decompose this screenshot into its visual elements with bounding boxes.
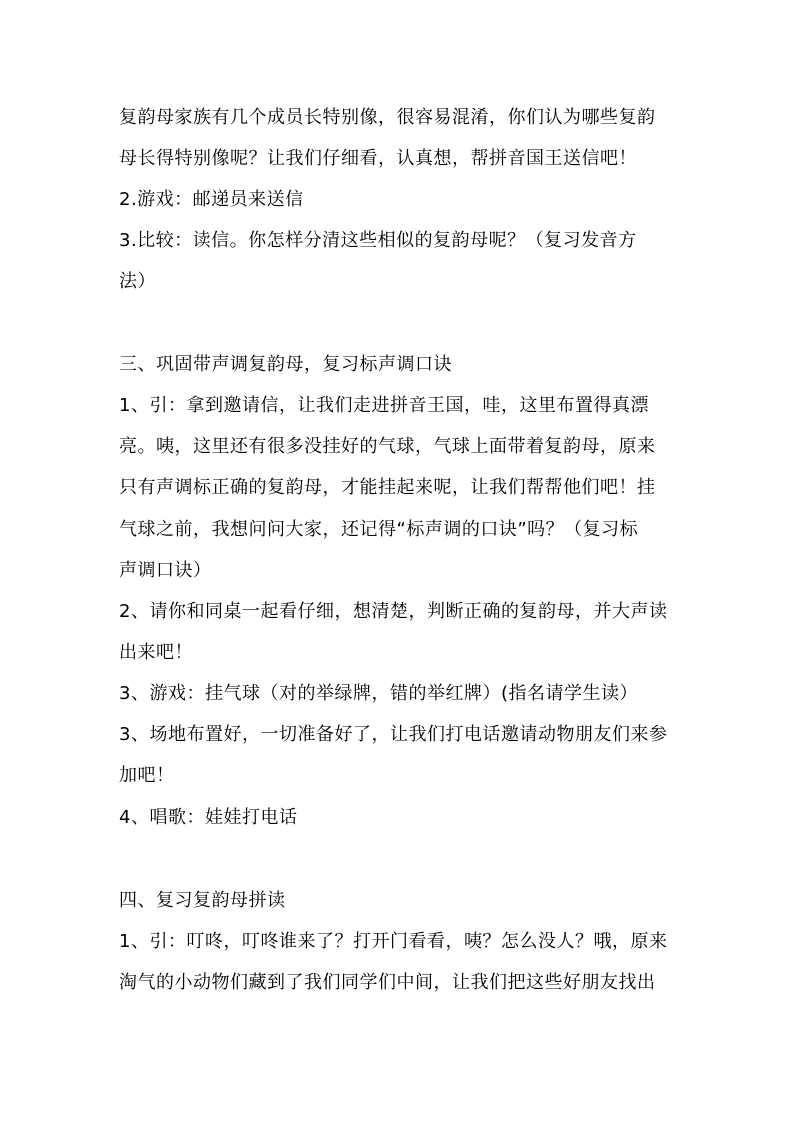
section-heading: 四、复习复韵母拼读 [119, 890, 286, 911]
paragraph-line: 只有声调标正确的复韵母，才能挂起来呢，让我们帮帮他们吧！挂 [119, 477, 656, 498]
paragraph-line: 淘气的小动物们藏到了我们同学们中间，让我们把这些好朋友找出 [119, 972, 656, 993]
list-item: 2、请你和同桌一起看仔细，想清楚，判断正确的复韵母，并大声读 [119, 601, 668, 622]
paragraph-line: 母长得特别像呢？让我们仔细看，认真想，帮拼音国王送信吧！ [119, 148, 637, 169]
paragraph-line: 气球之前，我想问问大家，还记得“标声调的口诀”吗？（复习标 [119, 519, 639, 540]
list-item: 1、引：拿到邀请信，让我们走进拼音王国，哇，这里布置得真漂 [119, 395, 649, 416]
list-item: 4、唱歌：娃娃打电话 [119, 807, 298, 828]
paragraph-line: 亮。咦，这里还有很多没挂好的气球，气球上面带着复韵母，原来 [119, 436, 656, 457]
paragraph-line: 加吧！ [119, 765, 175, 786]
list-item: 3.比较：读信。你怎样分清这些相似的复韵母呢？（复习发音方 [119, 230, 637, 251]
paragraph-line: 出来吧！ [119, 642, 193, 663]
section-heading: 三、巩固带声调复韵母，复习标声调口诀 [119, 354, 452, 375]
list-item: 2.游戏：邮递员来送信 [119, 189, 304, 210]
paragraph-line: 复韵母家族有几个成员长特别像，很容易混淆，你们认为哪些复韵 [119, 107, 656, 128]
list-item: 1、引：叮咚，叮咚谁来了？打开门看看，咦？怎么没人？哦，原来 [119, 931, 668, 952]
paragraph-line: 法） [119, 271, 156, 292]
list-item: 3、场地布置好，一切准备好了，让我们打电话邀请动物朋友们来参 [119, 724, 668, 745]
list-item: 3、游戏：挂气球（对的举绿牌，错的举红牌）(指名请学生读） [119, 683, 638, 704]
paragraph-line: 声调口诀） [119, 560, 212, 581]
